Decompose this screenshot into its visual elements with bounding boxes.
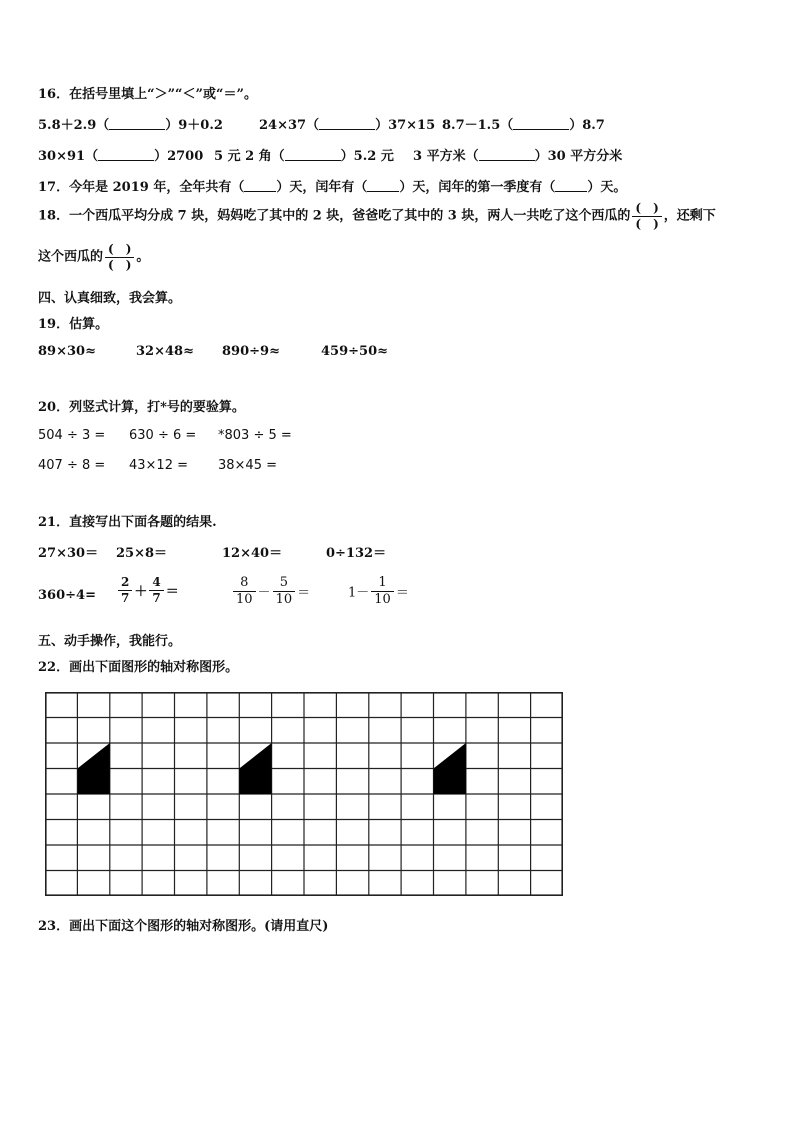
q20-item-4: 407 ÷ 8 = — [38, 458, 106, 473]
fraction-answer-blank[interactable]: $\frac{( )}{( )}$ — [632, 202, 661, 230]
q20-item-3: *803 ÷ 5 = — [218, 428, 292, 443]
q20-item-1: 504 ÷ 3 = — [38, 428, 106, 443]
q21-item-6: $\frac{2}{7}$ ＋ $\frac{4}{7}$ ＝ — [116, 576, 179, 604]
q16-item-5: 5 元 2 角（ ）5.2 元 — [214, 149, 394, 164]
section-4-heading: 四、认真细致，我会算。 — [38, 291, 182, 306]
q19-title: 19．估算。 — [38, 317, 109, 332]
q17-line: 17．今年是 2019 年，全年共有（ ）天，闰年有（ ）天，闰年的第一季度有（ ）天。 — [38, 180, 627, 195]
q21-item-2: 25×8＝ — [116, 546, 168, 561]
q16-item-1: 5.8＋2.9（ ）9＋0.2 — [38, 118, 223, 133]
q21-item-8: 1－ $\frac{1}{10}$ ＝ — [348, 575, 409, 607]
q21-item-4: 0÷132＝ — [326, 546, 387, 561]
q20-row-1 — [38, 428, 778, 446]
shaded-figure-1 — [77, 743, 109, 794]
q20-row-2 — [38, 458, 778, 476]
q19-item-3: 890÷9≈ — [222, 344, 280, 359]
q19-item-4: 459÷50≈ — [321, 344, 389, 359]
q20-item-5: 43×12 = — [129, 458, 189, 473]
q21-title: 21．直接写出下面各题的结果. — [38, 515, 217, 530]
answer-blank[interactable] — [98, 148, 154, 161]
drawing-grid[interactable] — [45, 692, 563, 896]
answer-blank[interactable] — [109, 117, 165, 130]
q16-row-1 — [38, 114, 778, 132]
q20-item-6: 38×45 = — [218, 458, 278, 473]
grid-lines — [45, 692, 563, 896]
answer-blank[interactable] — [513, 117, 569, 130]
answer-blank[interactable] — [244, 179, 276, 192]
q16-item-6: 3 平方米（ ）30 平方分米 — [413, 149, 623, 164]
q19-item-2: 32×48≈ — [136, 344, 194, 359]
q19-row — [38, 344, 778, 362]
q16-item-4: 30×91（ ）2700 — [38, 149, 204, 164]
q21-item-5: 360÷4= — [38, 588, 96, 603]
q16-title: 16．在括号里填上“＞”“＜”或“＝”。 — [38, 87, 257, 102]
q20-item-2: 630 ÷ 6 = — [129, 428, 197, 443]
q18-line-1: 18．一个西瓜平均分成 7 块，妈妈吃了其中的 2 块，爸爸吃了其中的 3 块，两人一共吃了这个西瓜的 $\frac{( )}{( )}$ ，还剩下 — [38, 201, 716, 231]
q21-row-2 — [38, 576, 778, 616]
answer-blank[interactable] — [367, 179, 399, 192]
q21-item-1: 27×30＝ — [38, 546, 99, 561]
q16-item-2: 24×37（ ）37×15 — [259, 118, 436, 133]
q19-item-1: 89×30≈ — [38, 344, 96, 359]
answer-blank[interactable] — [285, 148, 341, 161]
q18-line-2: 这个西瓜的 $\frac{( )}{( )}$ 。 — [38, 242, 150, 272]
answer-blank[interactable] — [555, 179, 587, 192]
fraction-answer-blank[interactable]: $\frac{( )}{( )}$ — [105, 243, 134, 271]
q21-item-7: $\frac{8}{10}$ － $\frac{5}{10}$ ＝ — [231, 576, 310, 606]
q16-item-3: 8.7－1.5（ ）8.7 — [442, 118, 605, 133]
q16-row-2 — [38, 145, 778, 163]
q23-title: 23．画出下面这个图形的轴对称图形。(请用直尺) — [38, 919, 329, 934]
section-5-heading: 五、动手操作，我能行。 — [38, 634, 182, 649]
q20-title: 20．列竖式计算，打*号的要验算。 — [38, 400, 245, 415]
answer-blank[interactable] — [479, 148, 535, 161]
q21-item-3: 12×40＝ — [222, 546, 283, 561]
shaded-figure-2 — [239, 743, 271, 794]
q21-row-1 — [38, 542, 778, 560]
shaded-figure-3 — [434, 743, 466, 794]
answer-blank[interactable] — [319, 117, 375, 130]
q22-title: 22．画出下面图形的轴对称图形。 — [38, 660, 239, 675]
